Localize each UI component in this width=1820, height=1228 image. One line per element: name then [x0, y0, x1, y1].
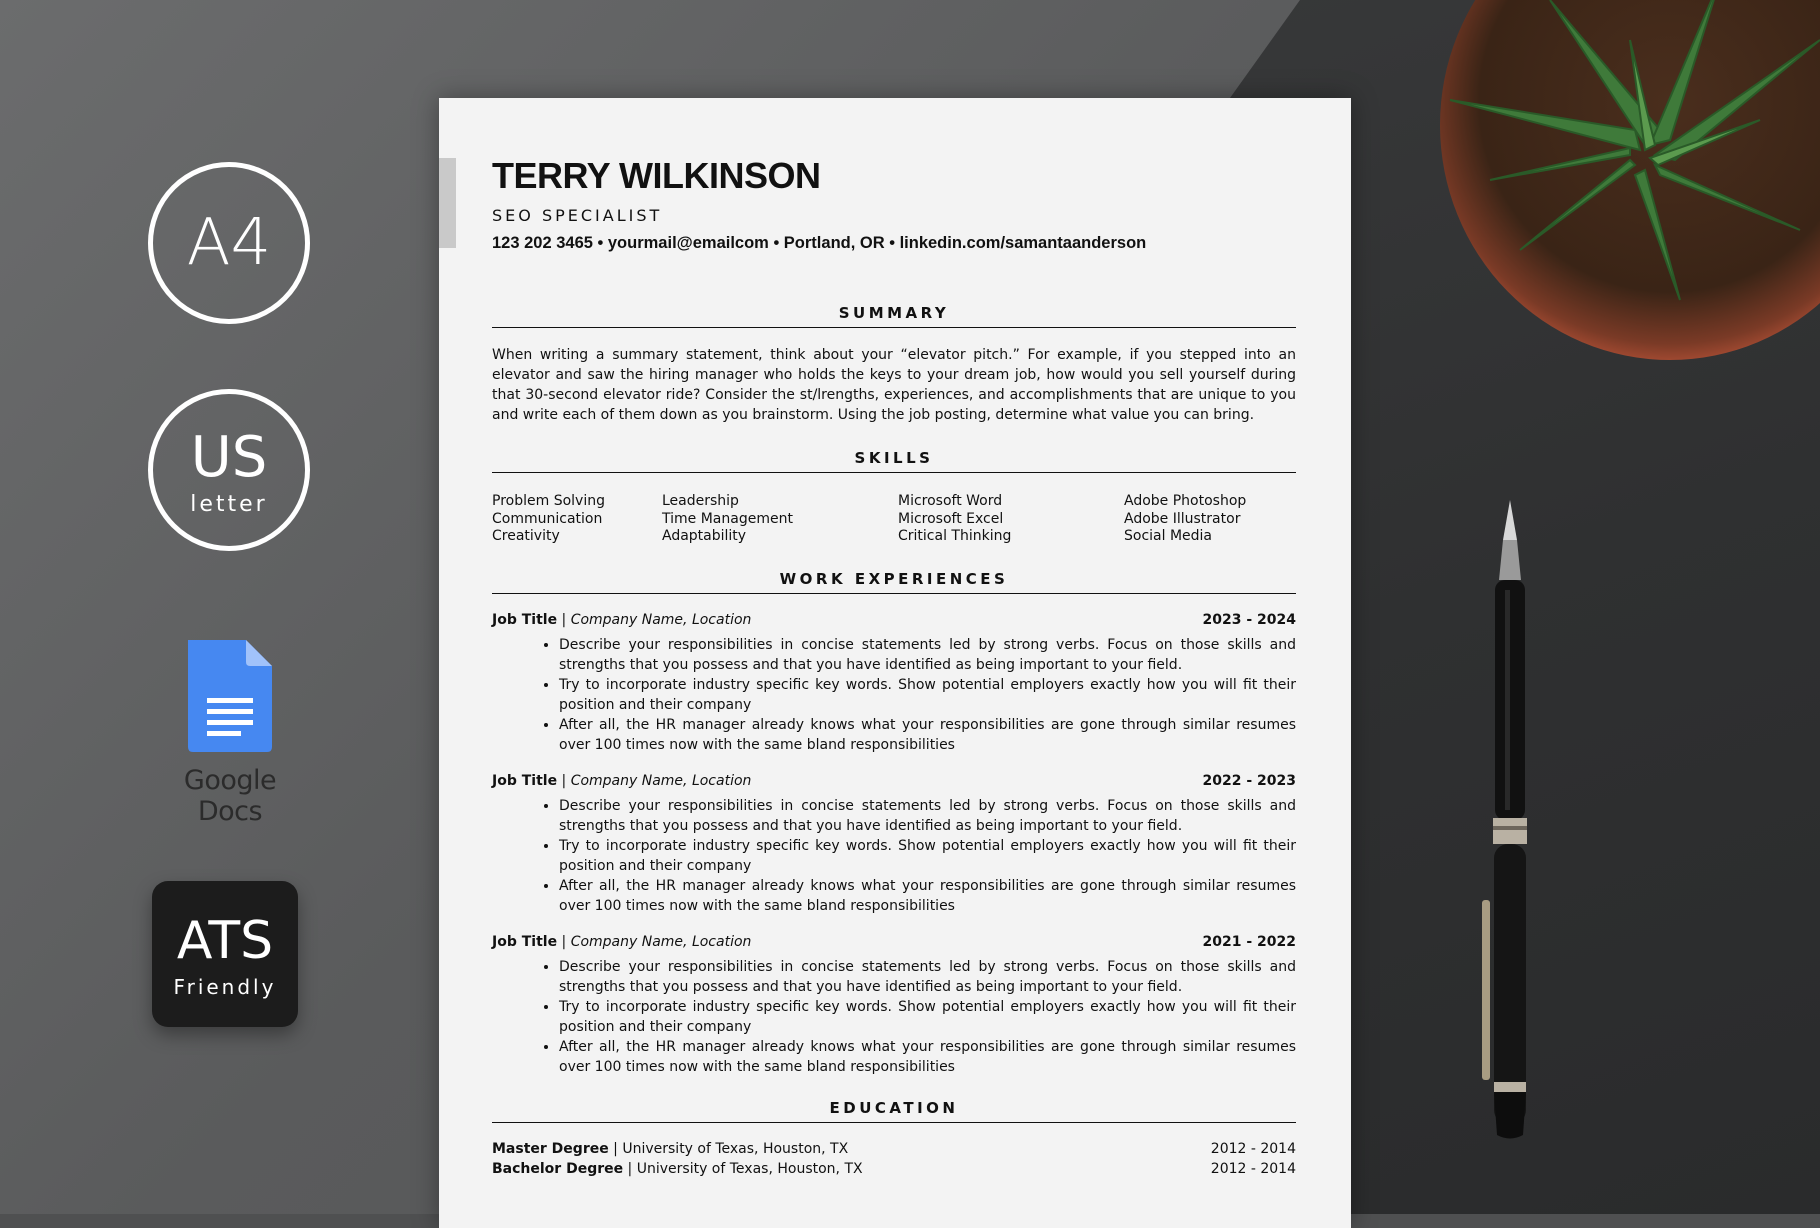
summary-text: When writing a summary statement, think about your “elevator pitch.” For example, if you stepped into an elevator and saw the hiring manager who holds the keys to your dream job, how would you sell yourself during that 30-second elevator ride? Consider the st/lrengths, experiences, and accomplishments that are unique to you and write each of them down as you brainstorm. Using the job posting, determine what value you can bring.	[492, 347, 1296, 423]
education-degree: Master Degree	[492, 1140, 609, 1157]
education-line	[492, 1139, 848, 1159]
skill-item: Microsoft Excel	[898, 510, 1004, 527]
job-header	[492, 771, 1296, 791]
education-school: University of Texas, Houston, TX	[622, 1140, 849, 1157]
ats-friendly-badge	[152, 881, 298, 1027]
us-badge-label: US	[190, 425, 268, 490]
accent-bar	[439, 158, 456, 248]
skills-column	[662, 493, 898, 546]
job-bullet: • Try to incorporate industry specific key words. Show potential employers exactly how you will fit their position and their company	[559, 997, 1296, 1037]
job-years: 2023 - 2024	[1202, 611, 1296, 628]
resume-name: TERRY WILKINSON	[492, 155, 821, 196]
skills-grid	[492, 493, 1296, 546]
job-separator: |	[557, 933, 571, 950]
education-heading: EDUCATION	[492, 1099, 1296, 1123]
job-entry	[492, 932, 1296, 1077]
resume-content	[492, 156, 1296, 1179]
skills-column	[492, 493, 662, 546]
skills-column	[898, 493, 1124, 546]
job-title-line	[492, 771, 751, 791]
job-company: Company Name, Location	[570, 933, 752, 950]
job-bullet: • Describe your responsibilities in concise statements led by strong verbs. Focus on those skills and strengths that you possess and that you have identified as being important to your field.	[559, 635, 1296, 675]
skill-item: Adaptability	[662, 528, 747, 544]
succulent-plant-icon	[1430, 0, 1820, 310]
job-bullets	[492, 635, 1296, 755]
education-row	[492, 1139, 1296, 1159]
education-years: 2012 - 2014	[1210, 1140, 1296, 1157]
education-school: University of Texas, Houston, TX	[636, 1160, 863, 1177]
job-bullet: • Try to incorporate industry specific key words. Show potential employers exactly how you will fit their position and their company	[559, 836, 1296, 876]
pen-icon	[1465, 500, 1555, 1140]
education-separator: |	[623, 1160, 637, 1177]
job-title: Job Title	[492, 933, 558, 950]
job-company: Company Name, Location	[570, 772, 752, 789]
job-header	[492, 610, 1296, 630]
job-bullet: • Describe your responsibilities in concise statements led by strong verbs. Focus on those skills and strengths that you possess and that you have identified as being important to your field.	[559, 957, 1296, 997]
job-title-line	[492, 932, 751, 952]
education-row	[492, 1159, 1296, 1179]
job-title: Job Title	[492, 611, 558, 628]
education-separator: |	[608, 1140, 623, 1157]
skill-item: Creativity	[492, 528, 560, 544]
job-bullet: • Try to incorporate industry specific key words. Show potential employers exactly how you will fit their position and their company	[559, 675, 1296, 715]
job-bullets	[492, 796, 1296, 916]
job-separator: |	[557, 772, 571, 789]
job-entry	[492, 610, 1296, 755]
job-bullet: • After all, the HR manager already knows what your responsibilities are gone through similar resumes over 100 times now with the same bland responsibilities	[559, 876, 1296, 916]
skill-item: Social Media	[1124, 528, 1213, 544]
work-heading: WORK EXPERIENCES	[492, 570, 1296, 594]
skills-column	[1124, 493, 1296, 546]
skill-item: Time Management	[662, 510, 793, 527]
a4-badge-label: A4	[186, 206, 272, 280]
job-years: 2021 - 2022	[1202, 933, 1296, 950]
friendly-badge-label: Friendly	[173, 975, 277, 999]
job-title-line	[492, 610, 751, 630]
job-entry	[492, 771, 1296, 916]
education-list	[492, 1139, 1296, 1179]
education-line	[492, 1159, 863, 1179]
skill-item: Adobe Illustrator	[1124, 510, 1241, 527]
job-bullets	[492, 957, 1296, 1077]
letter-badge-label: letter	[190, 492, 268, 517]
job-bullet: • After all, the HR manager already knows what your responsibilities are gone through similar resumes over 100 times now with the same bland responsibilities	[559, 715, 1296, 755]
job-company: Company Name, Location	[570, 611, 752, 628]
google-docs-label: Google Docs	[183, 765, 277, 827]
skills-heading: SKILLS	[492, 449, 1296, 473]
skill-item: Microsoft Word	[898, 493, 1003, 509]
job-header	[492, 932, 1296, 952]
job-separator: |	[557, 611, 571, 628]
resume-page	[439, 98, 1351, 1228]
resume-role: SEO SPECIALIST	[492, 206, 663, 225]
skill-item: Problem Solving	[492, 493, 605, 509]
a4-badge	[148, 162, 310, 324]
skill-item: Leadership	[662, 493, 739, 509]
skill-item: Communication	[492, 510, 603, 527]
job-bullet: • Describe your responsibilities in concise statements led by strong verbs. Focus on those skills and strengths that you possess and that you have identified as being important to your field.	[559, 796, 1296, 836]
ats-badge-label: ATS	[176, 911, 274, 971]
contact-line: 123 202 3465 • yourmail@emailcom • Portland, OR • linkedin.com/samantaanderson	[492, 234, 1147, 252]
job-years: 2022 - 2023	[1202, 772, 1296, 789]
us-letter-badge	[148, 389, 310, 551]
education-degree: Bachelor Degree	[492, 1160, 624, 1177]
skill-item: Critical Thinking	[898, 528, 1012, 544]
summary-heading: SUMMARY	[492, 304, 1296, 328]
education-years: 2012 - 2014	[1210, 1160, 1296, 1177]
skill-item: Adobe Photoshop	[1124, 493, 1247, 509]
job-title: Job Title	[492, 772, 558, 789]
job-bullet: • After all, the HR manager already knows what your responsibilities are gone through similar resumes over 100 times now with the same bland responsibilities	[559, 1037, 1296, 1077]
